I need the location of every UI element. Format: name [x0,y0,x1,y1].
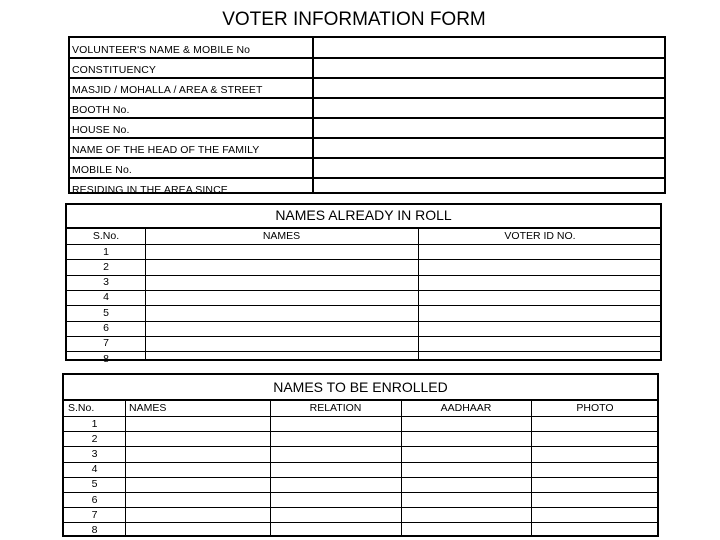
info-field-label: RESIDING IN THE AREA SINCE [72,184,228,196]
info-field-value[interactable] [314,178,664,198]
roll-row-divider [67,244,660,245]
roll-column-divider [145,229,146,359]
enroll-column-divider [531,401,532,535]
roll-column-header: NAMES [262,230,301,242]
info-field-value[interactable] [314,98,664,118]
info-field-value[interactable] [314,158,664,178]
info-field-label: CONSTITUENCY [72,64,157,76]
roll-column-divider [418,229,419,359]
roll-row-divider [67,275,660,276]
roll-row-number: 3 [103,276,109,289]
info-row-divider [70,117,664,119]
enroll-row-divider [64,522,657,523]
enroll-row-divider [64,416,657,417]
roll-row-divider [67,321,660,322]
roll-heading: NAMES ALREADY IN ROLL [275,207,452,223]
roll-row-number: 1 [103,245,109,258]
enroll-row-number: 1 [91,417,98,430]
enroll-grid [64,399,657,535]
household-info-table [68,36,666,194]
enroll-column-divider [401,401,402,535]
enroll-column-header: PHOTO [576,402,614,414]
enroll-column-header: AADHAAR [440,402,492,414]
info-row-divider [70,57,664,59]
enroll-row-number: 4 [91,463,98,476]
info-field-value[interactable] [314,118,664,138]
info-row [70,98,664,118]
enroll-column-divider [270,401,271,535]
info-field-label: MASJID / MOHALLA / AREA & STREET [72,84,263,96]
info-field-value[interactable] [314,38,664,58]
enroll-column-header: RELATION [309,402,362,414]
roll-row-number: 6 [103,322,109,334]
roll-row-number: 7 [103,337,109,350]
roll-row-number: 4 [103,291,109,304]
enroll-row-divider [64,462,657,463]
roll-row-divider [67,351,660,352]
info-field-label: BOOTH No. [72,104,130,116]
roll-column-header: VOTER ID NO. [504,230,576,242]
enroll-row-divider [64,446,657,447]
enroll-row-divider [64,507,657,508]
info-field-value[interactable] [314,78,664,98]
info-field-value[interactable] [314,58,664,78]
info-row [70,158,664,178]
info-row [70,58,664,78]
roll-grid [67,227,660,365]
enroll-row-divider [64,431,657,432]
enroll-column-divider [125,401,126,535]
form-title: VOTER INFORMATION FORM [222,9,486,30]
roll-row-divider [67,336,660,337]
info-field-value[interactable] [314,138,664,158]
info-row [70,118,664,138]
info-field-label: MOBILE No. [72,164,132,176]
enroll-row-number: 8 [91,523,98,536]
names-in-roll-table [65,203,662,365]
roll-row-number: 8 [103,352,109,365]
enroll-row-divider [64,492,657,493]
enroll-column-header: S.No. [68,402,95,414]
enroll-row-number: 2 [91,432,98,445]
roll-row-number: 2 [103,260,109,273]
info-row [70,38,664,58]
info-row-divider [70,177,664,179]
enroll-row-number: 5 [91,478,98,491]
enroll-row-number: 3 [91,447,98,460]
info-row [70,78,664,98]
info-row [70,178,664,198]
enroll-row-number: 6 [91,493,98,506]
info-row-divider [70,97,664,99]
enroll-column-header: NAMES [129,402,167,414]
enroll-heading: NAMES TO BE ENROLLED [273,379,448,395]
enroll-row-divider [64,477,657,478]
names-to-enroll-table [62,373,659,537]
info-field-label: VOLUNTEER'S NAME & MOBILE No [72,44,251,56]
info-row-divider [70,77,664,79]
roll-row-divider [67,290,660,291]
roll-row-divider [67,305,660,306]
info-field-label: NAME OF THE HEAD OF THE FAMILY [72,144,260,156]
info-field-label: HOUSE No. [72,124,130,136]
info-row-divider [70,157,664,159]
roll-row-number: 5 [103,306,109,319]
roll-row-divider [67,259,660,260]
info-row [70,138,664,158]
info-row-divider [70,137,664,139]
enroll-row-number: 7 [91,508,98,521]
roll-column-header: S.No. [92,230,120,242]
